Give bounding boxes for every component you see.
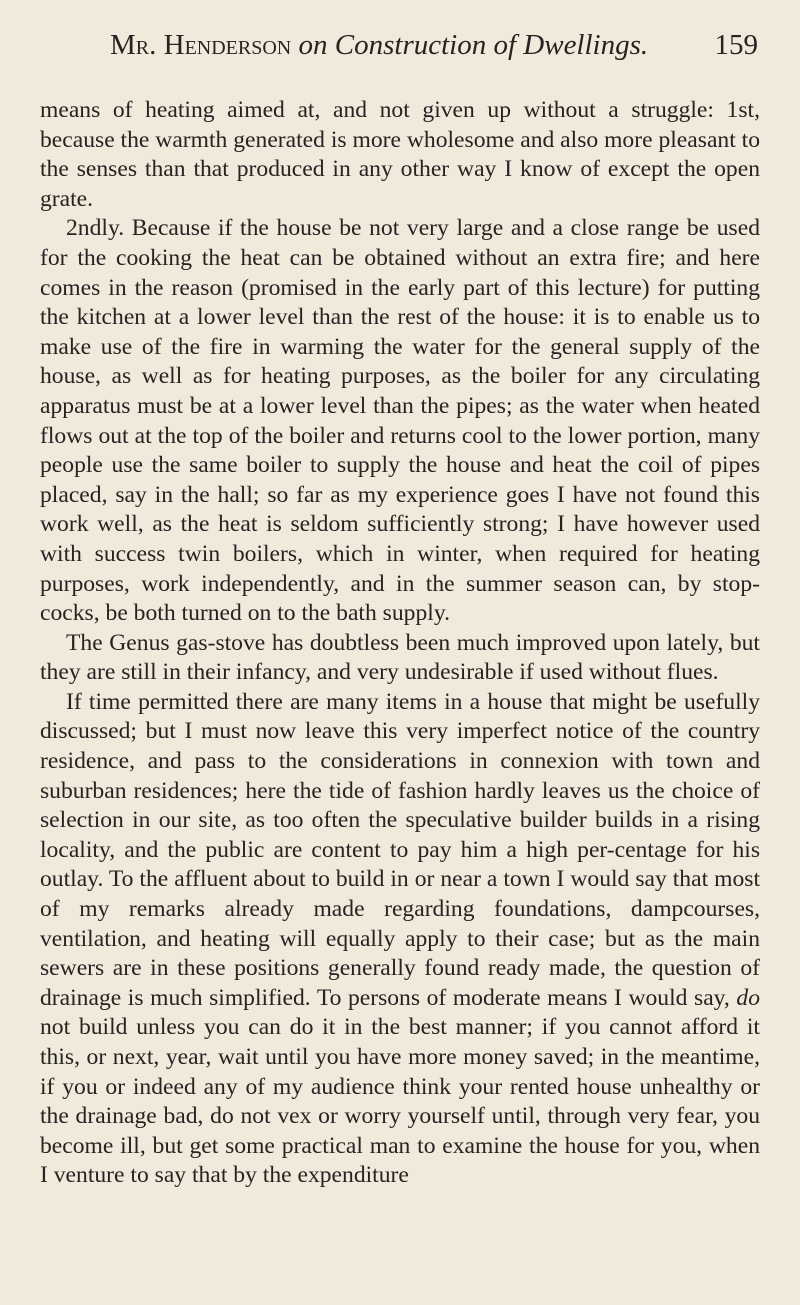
paragraph-3: The Genus gas-stove has doubtless been much improved upon lately, but they are still in their infancy, and very undesirable if used without flues. <box>40 629 760 686</box>
paragraph-4-part-2: not build unless you can do it in the best manner; if you cannot afford it this, or next, year, wait until you have more money saved; in the meantime, if you or indeed any of my audience think your rented house unhealthy or the drainage bad, do not vex or worry yourself until, through very fear, you become ill, but get some practical man to examine the house for you, when I venture to say that by the expenditure <box>40 1014 760 1189</box>
paragraph-4 <box>40 688 760 1191</box>
running-head <box>40 22 760 68</box>
title-subject: Construction of Dwellings. <box>334 29 649 61</box>
paragraph-1: means of heating aimed at, and not given up without a struggle: 1st, because the warmth generated is more wholesome and also more pleasant to the senses than that produced in any other way I know of except the open grate. <box>40 97 761 212</box>
paragraph-2: 2ndly. Because if the house be not very large and a close range be used for the cooking the heat can be obtained without an extra fire; and here comes in the reason (promised in the early part of this lecture) for putting the kitchen at a lower level than the rest of the house: it is to enable us to make use of the fire in warming the water for the general supply of the house, as well as for heating purposes, as the boiler for any circulating apparatus must be at a lower level than the pipes; as the water when heated flows out at the top of the boiler and returns cool to the lower portion, many people use the same boiler to supply the house and heat the coil of pipes placed, say in the hall; so far as my experience goes I have not found this work well, as the heat is seldom sufficiently strong; I have however used with success twin boilers, which in winter, when required for heating purposes, work independently, and in the summer season can, by stop-cocks, be both turned on to the bath supply. <box>40 215 760 627</box>
title-on: on <box>291 29 335 61</box>
paragraph-4-part-1: If time permitted there are many items in a house that might be usefully discussed; but I must now leave this very imperfect notice of the country residence, and pass to the considerations in connexion with town and suburban residences; here the tide of fashion hardly leaves us the choice of selection in our site, as too often the speculative builder builds in a rising locality, and the public are content to pay him a high per-centage for his outlay. To the affluent about to build in or near a town I would say that most of my remarks already made regarding foundations, dampcourses, ventilation, and heating will equally apply to their case; but as the main sewers are in these positions generally found ready made, the question of drainage is much simplified. To persons of moderate means I would say, <box>40 688 760 1011</box>
page-number: 159 <box>714 29 758 61</box>
paragraph-4-emphasis: do <box>736 984 760 1011</box>
running-title <box>110 22 648 68</box>
body-text <box>40 96 760 1191</box>
author-name: Henderson <box>163 29 292 61</box>
title-prefix: Mr. <box>110 29 164 61</box>
